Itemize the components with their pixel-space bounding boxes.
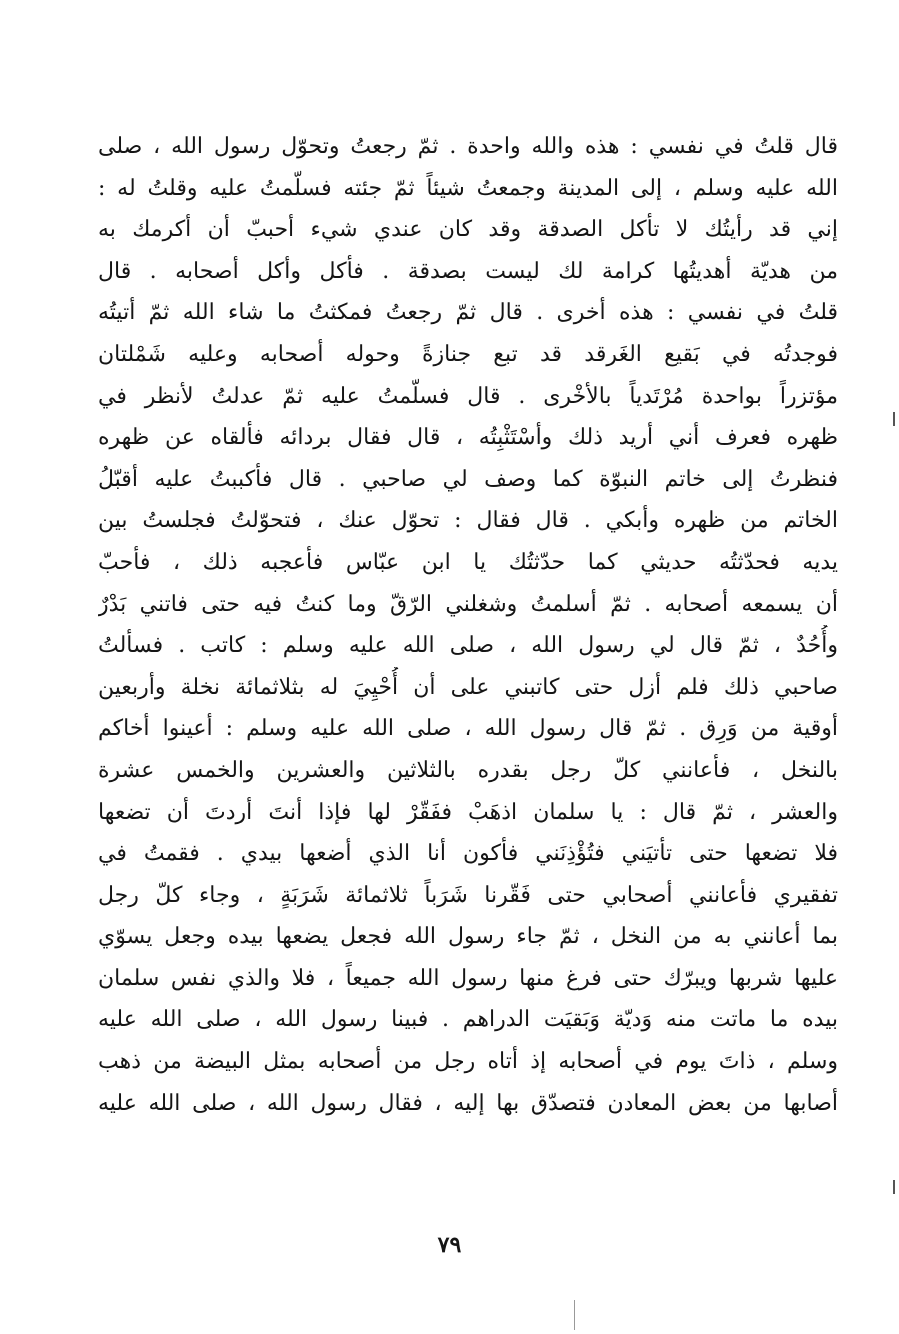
text-line-22: بيده ما ماتت منه وَديّة وَبَقيَت الدراهم . فبينا رسول الله ، صلى الله عليه xyxy=(98,1007,838,1033)
scan-edge-mark xyxy=(893,412,895,426)
text-line-18: فلا تضعها حتى تأتيَني فتُؤْذِنَني فأكون أنا الذي أضعها بيدي . فقمتُ في xyxy=(98,841,838,867)
text-line-12: أن يسمعه أصحابه . ثمّ أسلمتُ وشغلني الرّقّ وما كنتُ فيه حتى فاتني بَدْرٌ xyxy=(98,591,838,617)
page-body-text xyxy=(98,126,838,1124)
text-line-17: والعشر ، ثمّ قال : يا سلمان اذهَبْ ففَقّرْ لها فإذا أنتَ أردتَ أن تضعها xyxy=(98,799,838,825)
text-line-8: ظهره فعرف أني أريد ذلك وأسْتَثْبِتُه ، قال فقال بردائه فألقاه عن ظهره xyxy=(98,425,838,451)
text-line-3: إني قد رأيتُك لا تأكل الصدقة وقد كان عندي شيء أحببّ أن أكرمك به xyxy=(98,217,838,243)
text-line-6: فوجدتُه في بَقيع الغَرقد قد تبع جنازةً وحوله أصحابه وعليه شَمْلتان xyxy=(98,341,838,367)
scan-fold-line xyxy=(574,1300,575,1330)
text-line-15: أوقية من وَرِق . ثمّ قال رسول الله ، صلى الله عليه وسلم : أعينوا أخاكم xyxy=(98,716,838,742)
text-line-14: صاحبي ذلك فلم أزل حتى كاتبني على أن أُحْيِيَ له بثلاثمائة نخلة وأربعين xyxy=(98,674,838,700)
text-line-16: بالنخل ، فأعانني كلّ رجل بقدره بالثلاثين والعشرين والخمس عشرة xyxy=(98,757,838,783)
page-number: ٧٩ xyxy=(437,1232,462,1258)
text-line-23: وسلم ، ذاتَ يوم في أصحابه إذ أتاه رجل من أصحابه بمثل البيضة من ذهب xyxy=(98,1049,838,1075)
text-line-4: من هديّة أهديتُها كرامة لك ليست بصدقة . فأكل وأكل أصحابه . قال xyxy=(98,258,838,284)
text-line-20: بما أعانني به من النخل ، ثمّ جاء رسول الله فجعل يضعها بيده وجعل يسوّي xyxy=(98,924,838,950)
text-line-24: أصابها من بعض المعادن فتصدّق بها إليه ، فقال رسول الله ، صلى الله عليه xyxy=(98,1090,838,1116)
text-line-19: تفقيري فأعانني أصحابي حتى فَقّرنا شَرَباً ثلاثمائة شَرَبَةٍ ، وجاء كلّ رجل xyxy=(98,882,838,908)
text-line-5: قلتُ في نفسي : هذه أخرى . قال ثمّ رجعتُ فمكثتُ ما شاء الله ثمّ أتيتُه xyxy=(98,300,838,326)
text-line-13: وأُحُدٌ ، ثمّ قال لي رسول الله ، صلى الله عليه وسلم : كاتب . فسألتُ xyxy=(98,633,838,659)
text-line-7: مؤتزراً بواحدة مُرْتَدياً بالأخْرى . قال فسلّمتُ عليه ثمّ عدلتُ لأنظر في xyxy=(98,383,838,409)
text-line-9: فنظرتُ إلى خاتم النبوّة كما وصف لي صاحبي . قال فأكببتُ عليه أقبّلُ xyxy=(98,466,838,492)
text-line-2: الله عليه وسلم ، إلى المدينة وجمعتُ شيئاً ثمّ جئته فسلّمتُ عليه وقلتُ له : xyxy=(98,175,838,201)
text-line-11: يديه فحدّثتُه حديثي كما حدّثتُك يا ابن عبّاس فأعجبه ذلك ، فأحبّ xyxy=(98,549,838,575)
scan-edge-mark xyxy=(893,1180,895,1194)
text-line-1: قال قلتُ في نفسي : هذه والله واحدة . ثمّ رجعتُ وتحوّل رسول الله ، صلى xyxy=(98,134,838,159)
text-line-21: عليها شربها ويبرّك حتى فرغ منها رسول الله جميعاً ، فلا والذي نفس سلمان xyxy=(98,965,838,991)
text-line-10: الخاتم من ظهره وأبكي . قال فقال : تحوّل عنك ، فتحوّلتُ فجلستُ بين xyxy=(98,508,838,534)
